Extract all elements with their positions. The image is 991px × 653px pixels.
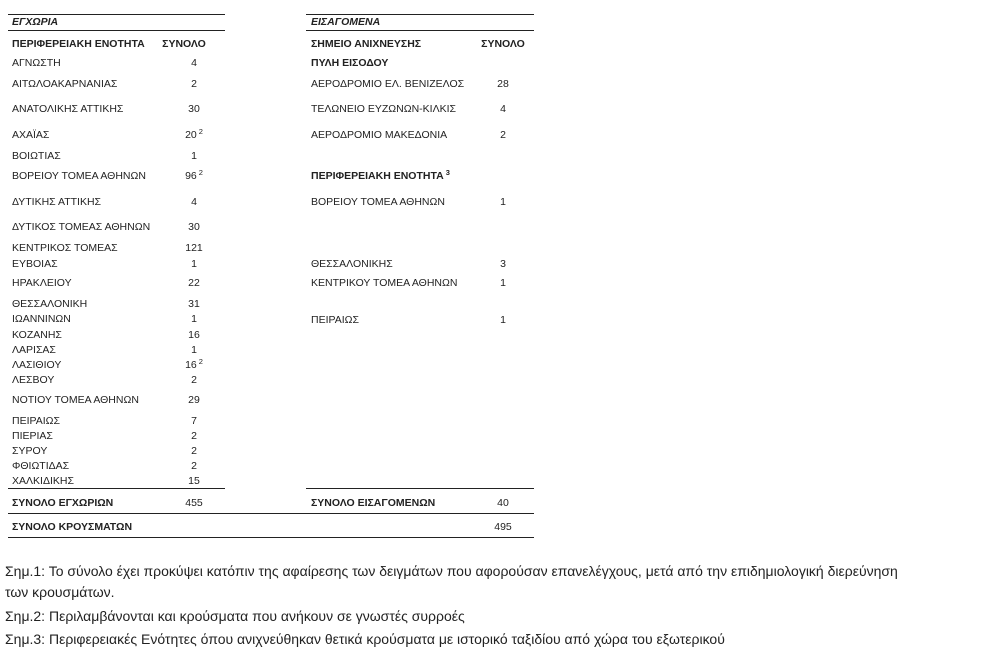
domestic-row-value-text: 20 (185, 129, 197, 141)
domestic-row-label: ΑΧΑΪΑΣ (12, 129, 50, 141)
region-heading-text: ΠΕΡΙΦΕΡΕΙΑΚΗ ΕΝΟΤΗΤΑ (311, 170, 444, 182)
domestic-row-value (164, 242, 224, 254)
domestic-row-value (164, 475, 224, 487)
domestic-row-label: ΠΕΙΡΑΙΩΣ (12, 415, 60, 427)
region-row-value-text: 1 (500, 277, 506, 289)
domestic-row-value (164, 167, 224, 182)
domestic-row-label: ΒΟΡΕΙΟΥ ΤΟΜΕΑ ΑΘΗΝΩΝ (12, 170, 146, 182)
entry-row-label: ΑΕΡΟΔΡΟΜΙΟ ΕΛ. ΒΕΝΙΖΕΛΟΣ (311, 78, 465, 90)
domestic-row-value (164, 258, 224, 270)
domestic-row-value-text: 22 (188, 277, 200, 289)
domestic-row-value-text: 15 (188, 475, 200, 487)
domestic-row-value (164, 356, 224, 371)
domestic-row-value (164, 298, 224, 310)
entry-row-value (473, 103, 533, 115)
domestic-row-value-text: 30 (188, 221, 200, 233)
domestic-row-value-text: 2 (191, 374, 197, 386)
domestic-row-label: ΝΟΤΙΟΥ ΤΟΜΕΑ ΑΘΗΝΩΝ (12, 394, 139, 406)
domestic-row-label: ΚΟΖΑΝΗΣ (12, 329, 62, 341)
region-row-label: ΠΕΙΡΑΙΩΣ (311, 314, 359, 326)
domestic-row-label: ΗΡΑΚΛΕΙΟΥ (12, 277, 72, 289)
top-rule-right (306, 14, 534, 15)
domestic-row-label: ΠΙΕΡΙΑΣ (12, 430, 53, 442)
domestic-row-value (164, 126, 224, 141)
note-1-line-2: των κρουσμάτων. (5, 584, 115, 600)
grand-rule-bottom (8, 537, 534, 538)
domestic-row-value (164, 344, 224, 356)
domestic-row-value (164, 57, 224, 69)
domestic-row-footnote: 2 (198, 167, 203, 177)
region-row-label: ΚΕΝΤΡΙΚΟΥ ΤΟΜΕΑ ΑΘΗΝΩΝ (311, 277, 458, 289)
domestic-row-value-text: 1 (191, 344, 197, 356)
grand-total-value: 495 (494, 521, 512, 533)
entry-row-label: ΑΕΡΟΔΡΟΜΙΟ ΜΑΚΕΔΟΝΙΑ (311, 129, 448, 141)
domestic-total-label: ΣΥΝΟΛΟ ΕΓΧΩΡΙΩΝ (12, 497, 114, 509)
imported-total-value: 40 (497, 497, 509, 509)
domestic-row-label: ΛΑΣΙΘΙΟΥ (12, 359, 62, 371)
domestic-row-value-text: 1 (191, 313, 197, 325)
domestic-row-value-text: 29 (188, 394, 200, 406)
domestic-row-value-text: 2 (191, 78, 197, 90)
imported-col-point: ΣΗΜΕΙΟ ΑΝΙΧΝΕΥΣΗΣ (311, 38, 422, 50)
total-rule-left (8, 488, 225, 489)
entry-heading: ΠΥΛΗ ΕΙΣΟΔΟΥ (311, 57, 389, 69)
region-heading-sup: 3 (445, 167, 450, 177)
note-2: Σημ.2: Περιλαμβάνονται και κρούσματα που ανήκουν σε γνωστές συρροές (5, 608, 465, 624)
region-row-value (473, 277, 533, 289)
domestic-row-value-text: 96 (185, 170, 197, 182)
domestic-row-value (164, 415, 224, 427)
header-rule-right (306, 30, 534, 31)
domestic-row-value (164, 196, 224, 208)
domestic-row-value-text: 121 (185, 242, 203, 254)
domestic-row-value-text: 2 (191, 445, 197, 457)
domestic-row-value (164, 313, 224, 325)
domestic-row-value-text: 1 (191, 150, 197, 162)
domestic-row-value-text: 7 (191, 415, 197, 427)
domestic-row-label: ΔΥΤΙΚΟΣ ΤΟΜΕΑΣ ΑΘΗΝΩΝ (12, 221, 151, 233)
domestic-row-value-text: 2 (191, 460, 197, 472)
region-heading (311, 167, 450, 182)
note-1-line-1: Σημ.1: Το σύνολο έχει προκύψει κατόπιν της αφαίρεσης των δειγμάτων που αφορούσαν επανελέγχους, μετά από την επιδημιολογική διερεύνηση (5, 563, 898, 579)
imported-col-total: ΣΥΝΟΛΟ (481, 38, 525, 50)
domestic-row-value (164, 394, 224, 406)
domestic-row-label: ΑΓΝΩΣΤΗ (12, 57, 61, 69)
domestic-row-label: ΔΥΤΙΚΗΣ ΑΤΤΙΚΗΣ (12, 196, 102, 208)
domestic-row-value-text: 30 (188, 103, 200, 115)
domestic-row-footnote: 2 (198, 126, 203, 136)
domestic-row-value (164, 460, 224, 472)
entry-row-value (473, 129, 533, 141)
note-3: Σημ.3: Περιφερειακές Ενότητες όπου ανιχνεύθηκαν θετικά κρούσματα με ιστορικό ταξιδίου από χώρα του εξωτερικού (5, 631, 725, 647)
region-row-value (473, 314, 533, 326)
entry-row-value (473, 78, 533, 90)
domestic-row-label: ΦΘΙΩΤΙΔΑΣ (12, 460, 70, 472)
domestic-row-value (164, 329, 224, 341)
entry-row-value-text: 28 (497, 78, 509, 90)
grand-total-label: ΣΥΝΟΛΟ ΚΡΟΥΣΜΑΤΩΝ (12, 521, 133, 533)
domestic-row-value (164, 150, 224, 162)
domestic-row-label: ΙΩΑΝΝΙΝΩΝ (12, 313, 71, 325)
domestic-row-label: ΧΑΛΚΙΔΙΚΗΣ (12, 475, 74, 487)
domestic-row-label: ΕΥΒΟΙΑΣ (12, 258, 58, 270)
domestic-row-value-text: 4 (191, 57, 197, 69)
domestic-row-value (164, 374, 224, 386)
domestic-row-label: ΛΑΡΙΣΑΣ (12, 344, 56, 356)
domestic-row-label: ΘΕΣΣΑΛΟΝΙΚΗ (12, 298, 88, 310)
domestic-row-value-text: 31 (188, 298, 200, 310)
domestic-row-value-text: 2 (191, 430, 197, 442)
domestic-row-label: ΣΥΡΟΥ (12, 445, 48, 457)
domestic-row-value-text: 1 (191, 258, 197, 270)
domestic-row-value (164, 445, 224, 457)
domestic-row-value-text: 16 (185, 359, 197, 371)
total-rule-right (306, 488, 534, 489)
region-row-value (473, 258, 533, 270)
entry-row-label: ΤΕΛΩΝΕΙΟ ΕΥΖΩΝΩΝ-ΚΙΛΚΙΣ (311, 103, 456, 115)
domestic-row-value (164, 103, 224, 115)
domestic-header: ΕΓΧΩΡΙΑ (12, 16, 59, 28)
region-row-value-text: 1 (500, 314, 506, 326)
domestic-col-region: ΠΕΡΙΦΕΡΕΙΑΚΗ ΕΝΟΤΗΤΑ (12, 38, 145, 50)
region-row-label: ΒΟΡΕΙΟΥ ΤΟΜΕΑ ΑΘΗΝΩΝ (311, 196, 445, 208)
domestic-row-value-text: 16 (188, 329, 200, 341)
domestic-row-label: ΑΙΤΩΛΟΑΚΑΡΝΑΝΙΑΣ (12, 78, 118, 90)
domestic-row-value (164, 430, 224, 442)
domestic-row-value (164, 221, 224, 233)
region-row-label: ΘΕΣΣΑΛΟΝΙΚΗΣ (311, 258, 393, 270)
domestic-row-value (164, 277, 224, 289)
domestic-col-total: ΣΥΝΟΛΟ (162, 38, 206, 50)
domestic-row-label: ΛΕΣΒΟΥ (12, 374, 55, 386)
grand-rule-top (8, 513, 534, 514)
region-row-value-text: 1 (500, 196, 506, 208)
domestic-row-footnote: 2 (198, 356, 203, 366)
top-rule-left (8, 14, 225, 15)
imported-header: ΕΙΣΑΓΟΜΕΝΑ (311, 16, 381, 28)
domestic-row-label: ΑΝΑΤΟΛΙΚΗΣ ΑΤΤΙΚΗΣ (12, 103, 124, 115)
domestic-total-value: 455 (185, 497, 203, 509)
domestic-row-label: ΚΕΝΤΡΙΚΟΣ ΤΟΜΕΑΣ (12, 242, 118, 254)
entry-row-value-text: 2 (500, 129, 506, 141)
domestic-row-value (164, 78, 224, 90)
domestic-row-label: ΒΟΙΩΤΙΑΣ (12, 150, 61, 162)
imported-total-label: ΣΥΝΟΛΟ ΕΙΣΑΓΟΜΕΝΩΝ (311, 497, 436, 509)
entry-row-value-text: 4 (500, 103, 506, 115)
domestic-row-value-text: 4 (191, 196, 197, 208)
header-rule-left (8, 30, 225, 31)
region-row-value-text: 3 (500, 258, 506, 270)
region-row-value (473, 196, 533, 208)
